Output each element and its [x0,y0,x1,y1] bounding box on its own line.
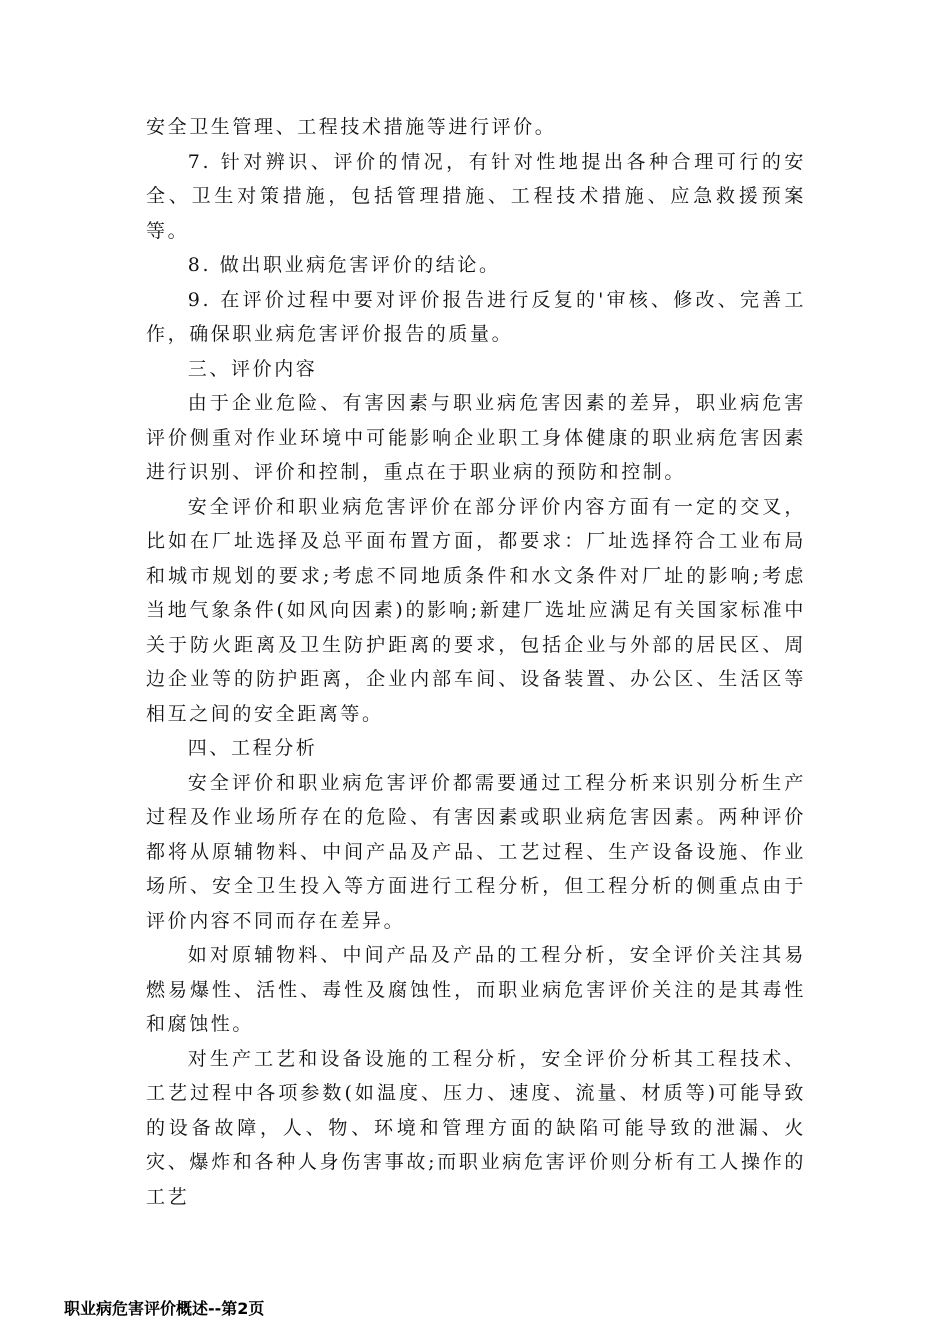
paragraph-engineering-analysis: 安全评价和职业病危害评价都需要通过工程分析来识别分析生产过程及作业场所存在的危险、有害因素或职业病危害因素。两种评价都将从原辅物料、中间产品及产品、工艺过程、生产设备设施、作业场所、安全卫生投入等方面进行工程分析，但工程分析的侧重点由于评价内容不同而存在差异。 [146,771,806,932]
document-body [146,110,806,1214]
page-footer: 职业病危害评价概述--第2页 [64,1299,265,1318]
paragraph-site-selection: 安全评价和职业病危害评价在部分评价内容方面有一定的交叉，比如在厂址选择及总平面布置方面，都要求：厂址选择符合工业布局和城市规划的要求;考虑不同地质条件和水文条件对厂址的影响;考虑当地气象条件(如风向因素)的影响;新建厂选址应满足有关国家标准中关于防火距离及卫生防护距离的要求，包括企业与外部的居民区、周边企业等的防护距离，企业内部车间、设备装置、办公区、生活区等相互之间的安全距离等。 [146,495,806,725]
section-heading-engineering-analysis: 四、工程分析 [187,737,318,759]
paragraph-process-equipment: 对生产工艺和设备设施的工程分析，安全评价分析其工程技术、工艺过程中各项参数(如温度、压力、速度、流量、材质等)可能导致的设备故障，人、物、环境和管理方面的缺陷可能导致的泄漏、火灾、爆炸和各种人身伤害事故;而职业病危害评价则分析有工人操作的工艺 [146,1047,806,1208]
paragraph-item-8: 8. 做出职业病危害评价的结论。 [187,254,501,276]
paragraph-raw-materials: 如对原辅物料、中间产品及产品的工程分析，安全评价关注其易燃易爆性、活性、毒性及腐蚀性，而职业病危害评价关注的是其毒性和腐蚀性。 [146,944,806,1035]
paragraph-item-9: 9. 在评价过程中要对评价报告进行反复的'审核、修改、完善工作，确保职业病危害评价报告的质量。 [146,288,806,345]
paragraph-continuation: 安全卫生管理、工程技术措施等进行评价。 [146,116,557,138]
paragraph-item-7: 7. 针对辨识、评价的情况，有针对性地提出各种合理可行的安全、卫生对策措施，包括管理措施、工程技术措施、应急救援预案等。 [146,150,806,242]
section-heading-evaluation-content: 三、评价内容 [187,357,318,380]
paragraph-evaluation-focus: 由于企业危险、有害因素与职业病危害因素的差异，职业病危害评价侧重对作业环境中可能影响企业职工身体健康的职业病危害因素进行识别、评价和控制，重点在于职业病的预防和控制。 [146,392,806,483]
